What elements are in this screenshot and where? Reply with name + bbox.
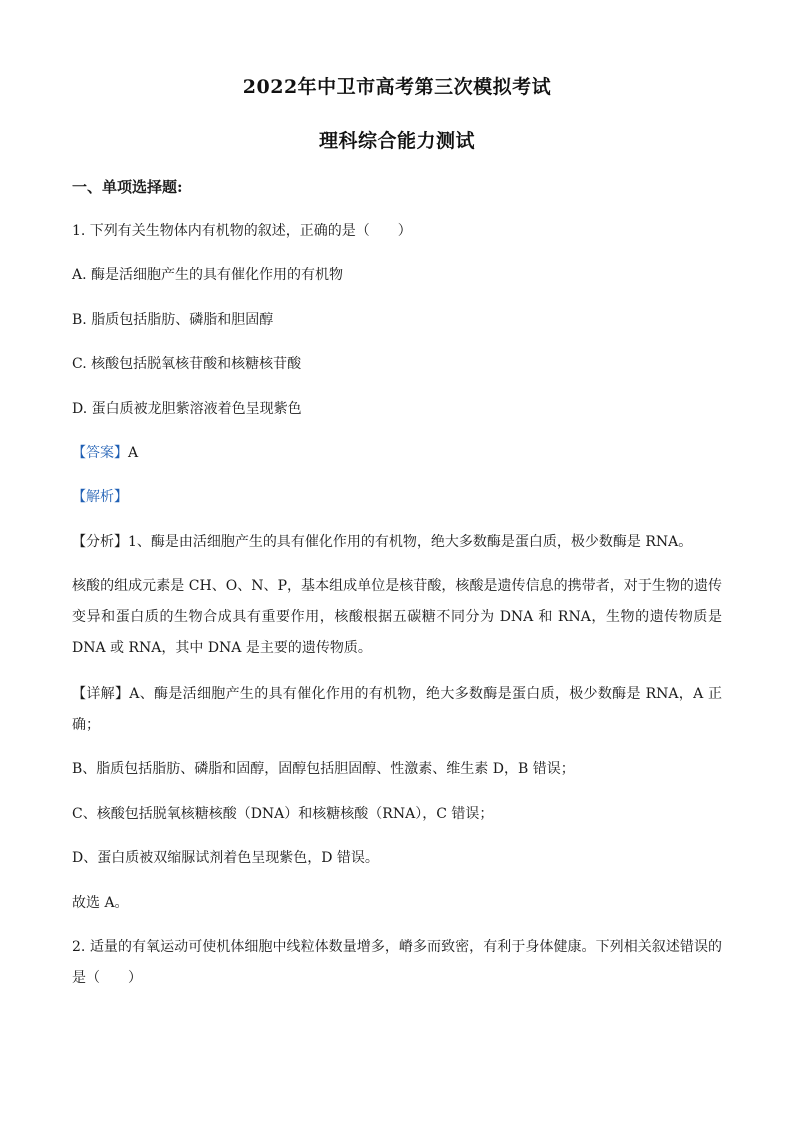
exam-title: 2022年中卫市高考第三次模拟考试 bbox=[242, 76, 552, 98]
answer-line bbox=[72, 443, 722, 463]
nucleic-acid-paragraph: 核酸的组成元素是 CH、O、N、P，基本组成单位是核苷酸，核酸是遗传信息的携带者，对于生物的遗传变异和蛋白质的生物合成具有重要作用，核酸根据五碳糖不同分为 DNA 和 RNA，生物的遗传物质是 DNA 或 RNA，其中 DNA 是主要的遗传物质。 bbox=[72, 578, 722, 656]
question-1-option-c: C. 核酸包括脱氧核苷酸和核糖核苷酸 bbox=[72, 356, 302, 372]
xiangjie-text: A、酶是活细胞产生的具有催化作用的有机物，绝大多数酶是蛋白质，极少数酶是 RNA，A 正确； bbox=[72, 686, 723, 733]
detail-d: D、蛋白质被双缩脲试剂着色呈现紫色，D 错误。 bbox=[72, 850, 379, 866]
conclusion: 故选 A。 bbox=[72, 895, 129, 911]
section-heading: 一、单项选择题: bbox=[72, 178, 183, 196]
fenxi-text: 1、酶是由活细胞产生的具有催化作用的有机物，绝大多数酶是蛋白质，极少数酶是 RNA。 bbox=[128, 534, 693, 550]
answer-label: 【答案】 bbox=[72, 445, 128, 461]
analysis-label: 【解析】 bbox=[72, 489, 128, 505]
analysis-line bbox=[72, 487, 722, 507]
detail-b: B、脂质包括脂肪、磷脂和固醇，固醇包括胆固醇、性激素、维生素 D，B 错误； bbox=[72, 761, 575, 777]
answer-value: A bbox=[128, 445, 139, 461]
fenxi-line bbox=[72, 532, 722, 552]
exam-subtitle: 理科综合能力测试 bbox=[318, 130, 475, 152]
detail-c: C、核酸包括脱氧核糖核酸（DNA）和核糖核酸（RNA），C 错误； bbox=[72, 806, 494, 822]
question-2-stem: 2. 适量的有氧运动可使机体细胞中线粒体数量增多，嵴多而致密，有利于身体健康。下列相关叙述错误的是（ ） bbox=[72, 939, 722, 986]
xiangjie-label: 【详解】 bbox=[72, 686, 130, 702]
question-1-stem: 1. 下列有关生物体内有机物的叙述，正确的是（ ） bbox=[72, 223, 412, 239]
fenxi-label: 【分析】 bbox=[72, 534, 128, 550]
question-1-option-b: B. 脂质包括脂肪、磷脂和胆固醇 bbox=[72, 312, 274, 328]
xiangjie-paragraph bbox=[72, 679, 722, 741]
question-1-option-a: A. 酶是活细胞产生的具有催化作用的有机物 bbox=[72, 267, 344, 283]
question-1-option-d: D. 蛋白质被龙胆紫溶液着色呈现紫色 bbox=[72, 401, 302, 417]
